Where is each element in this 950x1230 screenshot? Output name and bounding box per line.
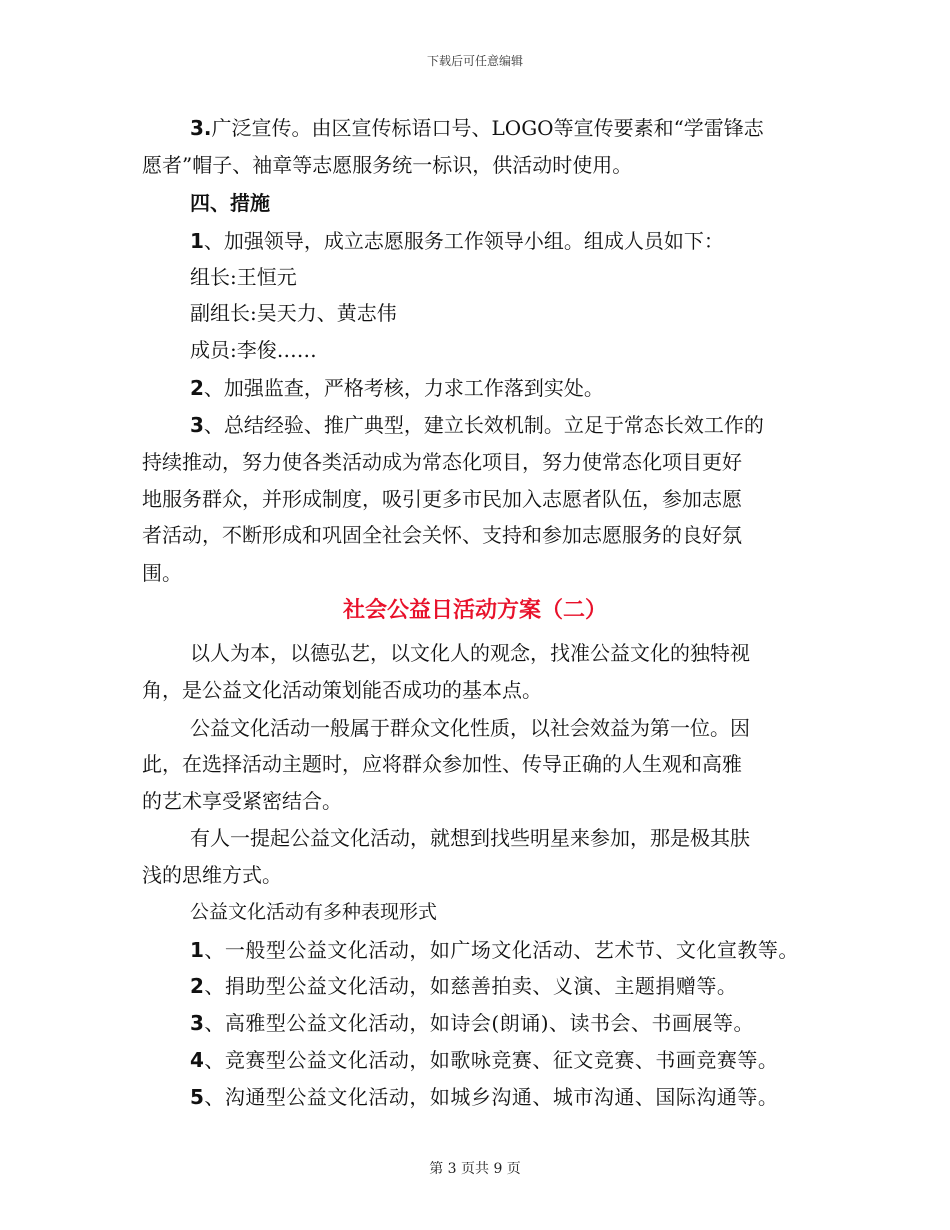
measure2-number: 2 [190, 376, 204, 400]
item3-line2: 愿者”帽子、袖章等志愿服务统一标识，供活动时使用。 [142, 153, 633, 177]
measure3-line2: 持续推动，努力使各类活动成为常态化项目，努力使常态化项目更好 [142, 450, 742, 474]
form-item-2-number: 2 [190, 974, 205, 998]
measure2-line [190, 375, 604, 401]
measure1-line [190, 228, 724, 254]
measure3-line1 [190, 412, 764, 438]
measure3-line4: 者活动，不断形成和巩固全社会关怀、支持和参加志愿服务的良好氛 [142, 523, 742, 547]
measure1-text: 、加强领导，成立志愿服务工作领导小组。组成人员如下： [203, 229, 724, 253]
leader-line: 组长:王恒元 [190, 265, 297, 289]
measure3-line3: 地服务群众，并形成制度，吸引更多市民加入志愿者队伍，参加志愿 [142, 487, 742, 511]
para2-line2: 此，在选择活动主题时，应将群众参加性、传导正确的人生观和高雅 [142, 752, 742, 776]
measure1-number: 1 [190, 229, 204, 253]
heading-measures: 四、措施 [190, 191, 270, 215]
form-item-5 [190, 1084, 778, 1110]
deputy-line: 副组长:吴天力、黄志伟 [190, 301, 397, 325]
section-title: 社会公益日活动方案（二） [342, 597, 607, 623]
measure3-line5: 围。 [142, 561, 182, 585]
members-line: 成员:李俊…… [190, 338, 317, 362]
form-item-4 [190, 1047, 778, 1073]
form-item-2 [190, 973, 737, 999]
form-item-3 [190, 1010, 754, 1036]
form-item-3-number: 3 [190, 1011, 205, 1035]
form-item-1-number: 1 [190, 938, 205, 962]
para1-line1: 以人为本，以德弘艺，以文化人的观念，找准公益文化的独特视 [190, 641, 750, 665]
measure3-number: 3 [190, 413, 204, 437]
form-item-5-text: 、沟通型公益文化活动，如城乡沟通、城市沟通、国际沟通等。 [204, 1085, 779, 1109]
measure2-text: 、加强监查，严格考核，力求工作落到实处。 [203, 376, 604, 400]
form-item-1 [190, 937, 799, 963]
para3-line1: 有人一提起公益文化活动，就想到找些明星来参加，那是极其肤 [190, 826, 750, 850]
page-header-note: 下载后可任意编辑 [426, 54, 523, 68]
item3-text: 广泛宣传。由区宣传标语口号、LOGO等宣传要素和“学雷锋志 [211, 116, 764, 140]
para2-line1: 公益文化活动一般属于群众文化性质，以社会效益为第一位。因 [190, 716, 750, 740]
measure3-text: 、总结经验、推广典型，建立长效机制。立足于常态长效工作的 [203, 413, 764, 437]
form-item-4-text: 、竞赛型公益文化活动，如歌咏竞赛、征文竞赛、书画竞赛等。 [204, 1048, 779, 1072]
form-item-3-text: 、高雅型公益文化活动，如诗会(朗诵)、读书会、书画展等。 [204, 1011, 755, 1035]
form-item-5-number: 5 [190, 1085, 205, 1109]
para4-line: 公益文化活动有多种表现形式 [190, 901, 438, 923]
para1-line2: 角，是公益文化活动策划能否成功的基本点。 [142, 678, 542, 702]
form-item-1-text: 、一般型公益文化活动，如广场文化活动、艺术节、文化宣教等。 [204, 938, 799, 962]
form-item-4-number: 4 [190, 1048, 205, 1072]
para3-line2: 浅的思维方式。 [142, 863, 282, 887]
item3-line1 [190, 115, 764, 141]
para2-line3: 的艺术享受紧密结合。 [142, 789, 342, 813]
item3-number: 3. [190, 116, 212, 140]
page-footer-number: 第 3 页共 9 页 [429, 1161, 521, 1177]
form-item-2-text: 、捐助型公益文化活动，如慈善拍卖、义演、主题捐赠等。 [204, 974, 738, 998]
